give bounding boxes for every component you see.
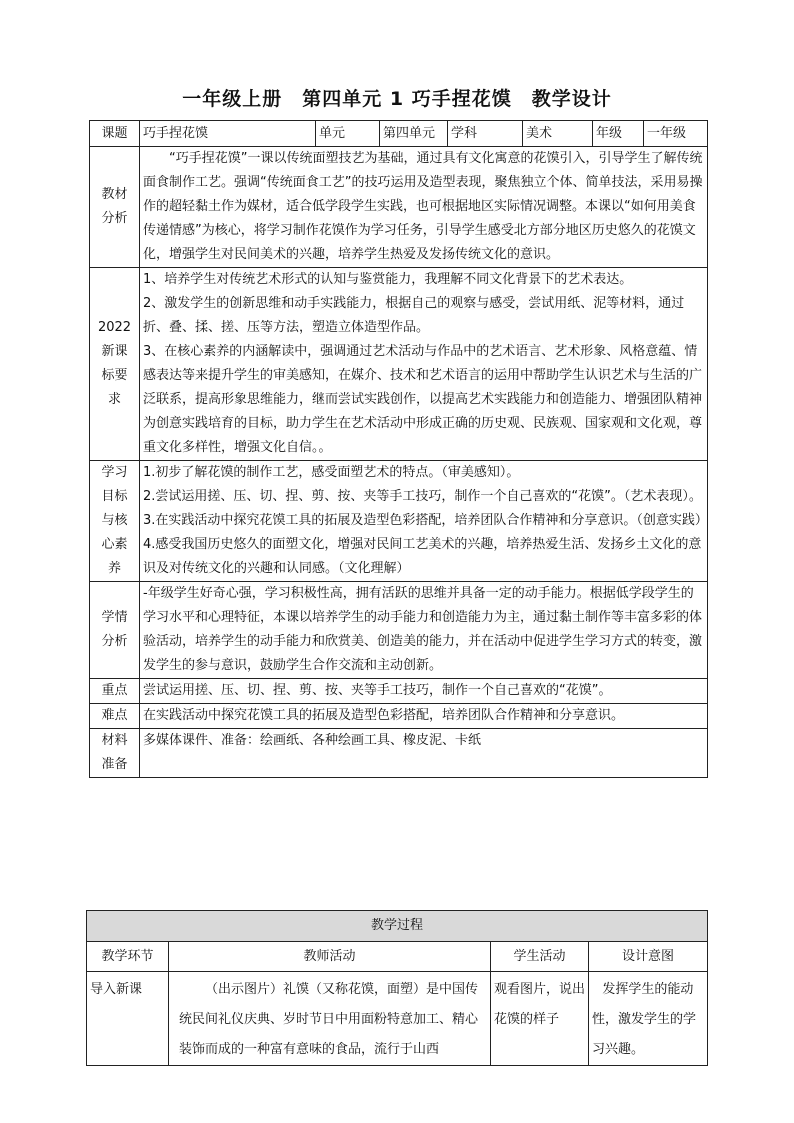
unit-value: 第四单元 xyxy=(380,121,448,147)
row-label: 材料 准备 xyxy=(90,729,140,778)
content-paragraph: 2、激发学生的创新思维和动手实践能力，根据自己的观察与感受，尝试用纸、泥等材料，通过折、叠、揉、搓、压等方法，塑造立体造型作品。 xyxy=(143,296,685,335)
lesson-info-table xyxy=(89,120,708,778)
row-content xyxy=(140,268,708,461)
row-content xyxy=(140,147,708,268)
subject-value: 美术 xyxy=(523,121,593,147)
row-label: 教材 分析 xyxy=(90,147,140,268)
content-paragraph: 尝试运用搓、压、切、捏、剪、按、夹等手工技巧，制作一个自己喜欢的“花馍”。 xyxy=(143,683,612,698)
column-header: 设计意图 xyxy=(589,942,708,972)
process-header-row xyxy=(87,942,708,972)
row-label: 重点 xyxy=(90,679,140,704)
materials-row xyxy=(90,729,708,778)
column-header: 教学环节 xyxy=(87,942,169,972)
row-content xyxy=(140,729,708,778)
column-header: 学生活动 xyxy=(491,942,589,972)
lesson-value: 巧手捏花馍 xyxy=(140,121,316,147)
row-content xyxy=(140,582,708,679)
content-paragraph: 2.尝试运用搓、压、切、捏、剪、按、夹等手工技巧，制作一个自己喜欢的“花馍”。（艺术表现）。 xyxy=(143,489,702,504)
key-point-row xyxy=(90,679,708,704)
content-paragraph: 3.在实践活动中探究花馍工具的拓展及造型色彩搭配，培养团队合作精神和分享意识。（创意实践） xyxy=(143,513,708,528)
row-content xyxy=(140,679,708,704)
content-paragraph: 4.感受我国历史悠久的面塑文化，增强对民间工艺美术的兴趣，培养热爱生活、发扬乡土文化的意识及对传统文化的兴趣和认同感。（文化理解） xyxy=(143,537,702,576)
content-paragraph: 在实践活动中探究花馍工具的拓展及造型色彩搭配，培养团队合作精神和分享意识。 xyxy=(143,708,625,723)
content-paragraph: 1、培养学生对传统艺术形式的认知与鉴赏能力，我理解不同文化背景下的艺术表达。 xyxy=(143,272,633,287)
row-label: 学情 分析 xyxy=(90,582,140,679)
lesson-header-row xyxy=(90,121,708,147)
teaching-process-table xyxy=(86,910,708,1066)
teacher-activity-cell: （出示图片）礼馍（又称花馍，面塑）是中国传统民间礼仪庆典、岁时节日中用面粉特意加工、精心装饰而成的一种富有意味的食品，流行于山西 xyxy=(169,972,491,1066)
design-intent-cell: 发挥学生的能动性，激发学生的学习兴趣。 xyxy=(589,972,708,1066)
stage-cell: 导入新课 xyxy=(87,972,169,1066)
content-paragraph: 3、在核心素养的内涵解读中，强调通过艺术活动与作品中的艺术语言、艺术形象、风格意蕴、情感表达等来提升学生的审美感知，在媒介、技术和艺术语言的运用中帮助学生认识艺术与生活的广泛联系，提高形象思维能力，继而尝试实践创作，以提高艺术实践能力和创造能力、增强团队精神为创意实践培育的目标，助力学生在艺术活动中形成正确的历史观、民族观、国家观和文化观，尊重文化多样性，增强文化自信。。 xyxy=(143,344,703,455)
lesson-label: 课题 xyxy=(90,121,140,147)
row-content xyxy=(140,704,708,729)
process-title-row xyxy=(87,911,708,942)
row-label: 学习 目标 与核 心素 养 xyxy=(90,461,140,582)
curriculum-standard-row xyxy=(90,268,708,461)
student-analysis-row xyxy=(90,582,708,679)
content-paragraph: 多媒体课件、准备：绘画纸、各种绘画工具、橡皮泥、卡纸 xyxy=(143,733,482,748)
grade-value: 一年级 xyxy=(644,121,708,147)
difficulty-row xyxy=(90,704,708,729)
document-title: 一年级上册 第四单元 1 巧手捏花馍 教学设计 xyxy=(182,88,612,110)
row-label: 2022 新课 标要 求 xyxy=(90,268,140,461)
column-header: 教师活动 xyxy=(169,942,491,972)
unit-label: 单元 xyxy=(316,121,380,147)
row-label: 难点 xyxy=(90,704,140,729)
process-title: 教学过程 xyxy=(87,911,708,942)
content-paragraph: 1.初步了解花馍的制作工艺，感受面塑艺术的特点。（审美感知）。 xyxy=(143,465,520,480)
learning-objectives-row xyxy=(90,461,708,582)
grade-label: 年级 xyxy=(593,121,644,147)
content-paragraph: -年级学生好奇心强，学习积极性高，拥有活跃的思维并具备一定的动手能力。根据低学段学生的学习水平和心理特征，本课以培养学生的动手能力和创造能力为主，通过黏土制作等丰富多彩的体验活动，培养学生的动手能力和欣赏美、创造美的能力，并在活动中促进学生学习方式的转变，激发学生的参与意识，鼓励学生合作交流和主动创新。 xyxy=(143,586,703,673)
row-content xyxy=(140,461,708,582)
process-row xyxy=(87,972,708,1066)
student-activity-cell: 观看图片，说出花馍的样子 xyxy=(491,972,589,1066)
textbook-analysis-row xyxy=(90,147,708,268)
subject-label: 学科 xyxy=(448,121,523,147)
content-paragraph: “巧手捏花馍”一课以传统面塑技艺为基础，通过具有文化寓意的花馍引入，引导学生了解传统面食制作工艺。强调“传统面食工艺”的技巧运用及造型表现，聚焦独立个体、简单技法，采用易操作的超轻黏土作为媒材，适合低学段学生实践，也可根据地区实际情况调整。本课以“如何用美食传递情感”为核心，将学习制作花馍作为学习任务，引导学生感受北方部分地区历史悠久的花馍文化，增强学生对民间美术的兴趣，培养学生热爱及发扬传统文化的意识。 xyxy=(143,151,703,262)
